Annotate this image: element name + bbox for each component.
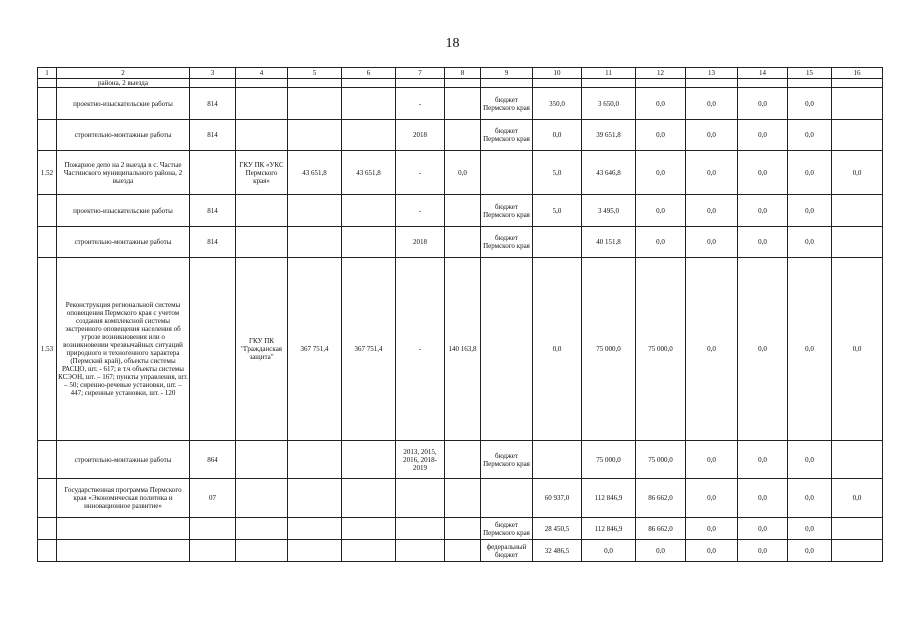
header-cell: 9	[481, 68, 533, 79]
table-cell-col-1	[38, 479, 57, 518]
header-cell: 15	[788, 68, 832, 79]
table-cell-col-4: ГКУ ПК «УКС Пермского края»	[236, 151, 288, 195]
table-cell-col-14: 0,0	[738, 151, 788, 195]
table-cell-col-2: Государственная программа Пермского края «Экономическая политика и инновационное развитие»	[57, 479, 190, 518]
table-cell-col-10: 350,0	[533, 88, 582, 120]
table-cell-col-9: бюджет Пермского края	[481, 195, 533, 227]
table-cell-col-10: 5,0	[533, 151, 582, 195]
table-cell-col-2: Пожарное депо на 2 выезда в с. Частые Частинского муниципального района, 2 выезда	[57, 151, 190, 195]
table-row	[38, 88, 883, 120]
table-cell-col-9	[481, 258, 533, 441]
table-cell-col-5	[288, 195, 342, 227]
table-cell-col-3	[190, 258, 236, 441]
table-cell-col-7: -	[396, 151, 445, 195]
table-cell-col-1	[38, 88, 57, 120]
header-cell: 4	[236, 68, 288, 79]
table-cell-col-7: -	[396, 258, 445, 441]
table-cell-col-8	[445, 518, 481, 540]
table-cell-col-8: 140 163,8	[445, 258, 481, 441]
table-cell-col-6	[342, 120, 396, 151]
table-cell-col-9	[481, 79, 533, 88]
table-cell-col-1	[38, 518, 57, 540]
table-cell-col-4	[236, 540, 288, 562]
table-row	[38, 518, 883, 540]
header-cell: 8	[445, 68, 481, 79]
table-cell-col-2: строительно-монтажные работы	[57, 120, 190, 151]
table-cell-col-3: 814	[190, 227, 236, 258]
table-cell-col-12: 0,0	[636, 195, 686, 227]
header-row	[38, 68, 883, 79]
table-cell-col-1	[38, 540, 57, 562]
table-cell-col-12: 75 000,0	[636, 441, 686, 479]
table-cell-col-12: 86 662,0	[636, 518, 686, 540]
table-cell-col-15: 0,0	[788, 88, 832, 120]
table-cell-col-16	[832, 195, 883, 227]
table-row	[38, 227, 883, 258]
table-cell-col-4	[236, 479, 288, 518]
table-cell-col-13: 0,0	[686, 151, 738, 195]
header-cell: 5	[288, 68, 342, 79]
table-cell-col-16: 0,0	[832, 151, 883, 195]
table-cell-col-15: 0,0	[788, 151, 832, 195]
table-cell-col-10: 0,0	[533, 258, 582, 441]
table-row	[38, 120, 883, 151]
table-cell-col-11: 43 646,8	[582, 151, 636, 195]
table-cell-col-9: бюджет Пермского края	[481, 227, 533, 258]
table-cell-col-11: 40 151,8	[582, 227, 636, 258]
table-cell-col-3	[190, 540, 236, 562]
header-cell: 12	[636, 68, 686, 79]
table-cell-col-10: 28 450,5	[533, 518, 582, 540]
table-cell-col-7: 2013, 2015, 2016, 2018-2019	[396, 441, 445, 479]
table-cell-col-15: 0,0	[788, 479, 832, 518]
table-cell-col-11: 75 000,0	[582, 258, 636, 441]
table-cell-col-12: 0,0	[636, 88, 686, 120]
table-cell-col-1	[38, 227, 57, 258]
table-cell-col-11	[582, 79, 636, 88]
table-cell-col-15	[788, 79, 832, 88]
table-cell-col-15: 0,0	[788, 195, 832, 227]
table-cell-col-6	[342, 441, 396, 479]
header-cell: 3	[190, 68, 236, 79]
table-cell-col-3	[190, 79, 236, 88]
table-row	[38, 479, 883, 518]
table-cell-col-8	[445, 441, 481, 479]
table-cell-col-12: 0,0	[636, 540, 686, 562]
table-cell-col-9: бюджет Пермского края	[481, 120, 533, 151]
budget-table	[37, 67, 883, 562]
header-cell: 6	[342, 68, 396, 79]
table-cell-col-4	[236, 441, 288, 479]
table-cell-col-8	[445, 195, 481, 227]
table-cell-col-12: 0,0	[636, 227, 686, 258]
table-cell-col-15: 0,0	[788, 441, 832, 479]
table-cell-col-10	[533, 441, 582, 479]
table-row	[38, 540, 883, 562]
table-cell-col-1	[38, 195, 57, 227]
table-cell-col-14: 0,0	[738, 479, 788, 518]
table-cell-col-14: 0,0	[738, 227, 788, 258]
table-cell-col-8: 0,0	[445, 151, 481, 195]
table-cell-col-14: 0,0	[738, 120, 788, 151]
table-cell-col-7	[396, 79, 445, 88]
table-cell-col-11: 3 650,0	[582, 88, 636, 120]
table-row	[38, 195, 883, 227]
table-cell-col-14	[738, 79, 788, 88]
table-cell-col-16	[832, 120, 883, 151]
table-cell-col-7: -	[396, 195, 445, 227]
table-cell-col-5: 43 651,8	[288, 151, 342, 195]
table-cell-col-12: 86 662,0	[636, 479, 686, 518]
table-cell-col-15: 0,0	[788, 518, 832, 540]
table-cell-col-10	[533, 79, 582, 88]
table-cell-col-16	[832, 79, 883, 88]
table-cell-col-16	[832, 227, 883, 258]
table-cell-col-7: -	[396, 88, 445, 120]
table-cell-col-7	[396, 479, 445, 518]
table-cell-col-4	[236, 518, 288, 540]
table-cell-col-13: 0,0	[686, 88, 738, 120]
table-cell-col-10: 32 486,5	[533, 540, 582, 562]
table-cell-col-16	[832, 518, 883, 540]
header-cell: 2	[57, 68, 190, 79]
table-cell-col-16	[832, 540, 883, 562]
table-cell-col-4	[236, 79, 288, 88]
table-cell-col-2: проектно-изыскательские работы	[57, 195, 190, 227]
table-cell-col-10: 60 937,0	[533, 479, 582, 518]
table-cell-col-14: 0,0	[738, 441, 788, 479]
table-cell-col-3: 864	[190, 441, 236, 479]
table-cell-col-13: 0,0	[686, 195, 738, 227]
table-cell-col-6: 43 651,8	[342, 151, 396, 195]
table-cell-col-15: 0,0	[788, 540, 832, 562]
table-cell-col-3: 814	[190, 120, 236, 151]
table-cell-col-9	[481, 151, 533, 195]
header-cell: 10	[533, 68, 582, 79]
table-cell-col-6	[342, 518, 396, 540]
table-cell-col-11: 3 495,0	[582, 195, 636, 227]
table-cell-col-1: 1.52	[38, 151, 57, 195]
header-cell: 1	[38, 68, 57, 79]
table-cell-col-8	[445, 79, 481, 88]
header-cell: 16	[832, 68, 883, 79]
table-cell-col-4	[236, 195, 288, 227]
table-cell-col-14: 0,0	[738, 518, 788, 540]
table-cell-col-1: 1.53	[38, 258, 57, 441]
table-cell-col-6	[342, 88, 396, 120]
table-cell-col-3: 07	[190, 479, 236, 518]
table-cell-col-9: бюджет Пермского края	[481, 88, 533, 120]
table-cell-col-15: 0,0	[788, 258, 832, 441]
table-cell-col-13: 0,0	[686, 479, 738, 518]
table-row	[38, 151, 883, 195]
table-cell-col-2: проектно-изыскательские работы	[57, 88, 190, 120]
table-cell-col-13: 0,0	[686, 120, 738, 151]
table-cell-col-8	[445, 88, 481, 120]
table-cell-col-5	[288, 79, 342, 88]
table-row	[38, 441, 883, 479]
table-cell-col-10: 5,0	[533, 195, 582, 227]
table-cell-col-8	[445, 120, 481, 151]
table-row	[38, 79, 883, 88]
table-cell-col-7: 2018	[396, 120, 445, 151]
page-number: 18	[445, 36, 460, 51]
table-cell-col-2	[57, 540, 190, 562]
table-cell-col-11: 75 000,0	[582, 441, 636, 479]
table-cell-col-15: 0,0	[788, 227, 832, 258]
table-cell-col-6	[342, 540, 396, 562]
table-cell-col-6	[342, 479, 396, 518]
table-cell-col-12: 75 000,0	[636, 258, 686, 441]
table-cell-col-16	[832, 441, 883, 479]
table-cell-col-2: строительно-монтажные работы	[57, 441, 190, 479]
table-cell-col-4	[236, 227, 288, 258]
table-cell-col-9	[481, 479, 533, 518]
table-cell-col-9: федеральный бюджет	[481, 540, 533, 562]
table-cell-col-13: 0,0	[686, 441, 738, 479]
table-cell-col-5	[288, 227, 342, 258]
table-cell-col-5	[288, 88, 342, 120]
table-cell-col-2: района, 2 выезда	[57, 79, 190, 88]
table-cell-col-11: 0,0	[582, 540, 636, 562]
table-row	[38, 258, 883, 441]
table-cell-col-1	[38, 441, 57, 479]
table-cell-col-4	[236, 88, 288, 120]
table-cell-col-16	[832, 88, 883, 120]
table-cell-col-5	[288, 518, 342, 540]
table-cell-col-13: 0,0	[686, 518, 738, 540]
table-cell-col-6	[342, 227, 396, 258]
table-cell-col-13: 0,0	[686, 227, 738, 258]
table-cell-col-4: ГКУ ПК "Гражданская защита"	[236, 258, 288, 441]
table-cell-col-3	[190, 151, 236, 195]
table-cell-col-3	[190, 518, 236, 540]
table-cell-col-9: бюджет Пермского края	[481, 441, 533, 479]
table-cell-col-7: 2018	[396, 227, 445, 258]
header-cell: 11	[582, 68, 636, 79]
table-cell-col-13: 0,0	[686, 540, 738, 562]
table-cell-col-5	[288, 120, 342, 151]
table-cell-col-11: 39 651,8	[582, 120, 636, 151]
table-cell-col-1	[38, 120, 57, 151]
table-cell-col-2: строительно-монтажные работы	[57, 227, 190, 258]
table-cell-col-16: 0,0	[832, 258, 883, 441]
table-cell-col-10	[533, 227, 582, 258]
table-cell-col-8	[445, 479, 481, 518]
table-cell-col-2	[57, 518, 190, 540]
header-cell: 14	[738, 68, 788, 79]
table-cell-col-12: 0,0	[636, 120, 686, 151]
table-cell-col-1	[38, 79, 57, 88]
table-cell-col-8	[445, 227, 481, 258]
table-cell-col-15: 0,0	[788, 120, 832, 151]
table-cell-col-5: 367 751,4	[288, 258, 342, 441]
header-cell: 13	[686, 68, 738, 79]
table-cell-col-3: 814	[190, 195, 236, 227]
table-cell-col-12	[636, 79, 686, 88]
table-cell-col-7	[396, 540, 445, 562]
table-cell-col-4	[236, 120, 288, 151]
table-cell-col-16: 0,0	[832, 479, 883, 518]
table-cell-col-6	[342, 79, 396, 88]
table-cell-col-3: 814	[190, 88, 236, 120]
table-cell-col-14: 0,0	[738, 540, 788, 562]
table-cell-col-10: 0,0	[533, 120, 582, 151]
table-cell-col-5	[288, 479, 342, 518]
table-cell-col-13: 0,0	[686, 258, 738, 441]
table-cell-col-5	[288, 540, 342, 562]
table-cell-col-11: 112 846,9	[582, 479, 636, 518]
table-cell-col-13	[686, 79, 738, 88]
table-cell-col-2: Реконструкция региональной системы оповещения Пермского края с учетом создания комплексной системы экстренного оповещения населения об угрозе возникновения или о возникновении чрезвычайных ситуаций природного и техногенного характера (Пермский край), объекты системы РАСЦО, шт. - 617; в т.ч объекты системы КСЭОН, шт. – 167; пункты управления, шт. – 50; сиренно-речевые установки, шт. – 447; сиренные установки, шт. - 120	[57, 258, 190, 441]
table-cell-col-11: 112 846,9	[582, 518, 636, 540]
table-cell-col-14: 0,0	[738, 195, 788, 227]
table-cell-col-14: 0,0	[738, 258, 788, 441]
table-cell-col-6: 367 751,4	[342, 258, 396, 441]
table-cell-col-9: бюджет Пермского края	[481, 518, 533, 540]
table-cell-col-12: 0,0	[636, 151, 686, 195]
table-cell-col-8	[445, 540, 481, 562]
header-cell: 7	[396, 68, 445, 79]
table-cell-col-14: 0,0	[738, 88, 788, 120]
table-cell-col-5	[288, 441, 342, 479]
table-cell-col-6	[342, 195, 396, 227]
table-cell-col-7	[396, 518, 445, 540]
